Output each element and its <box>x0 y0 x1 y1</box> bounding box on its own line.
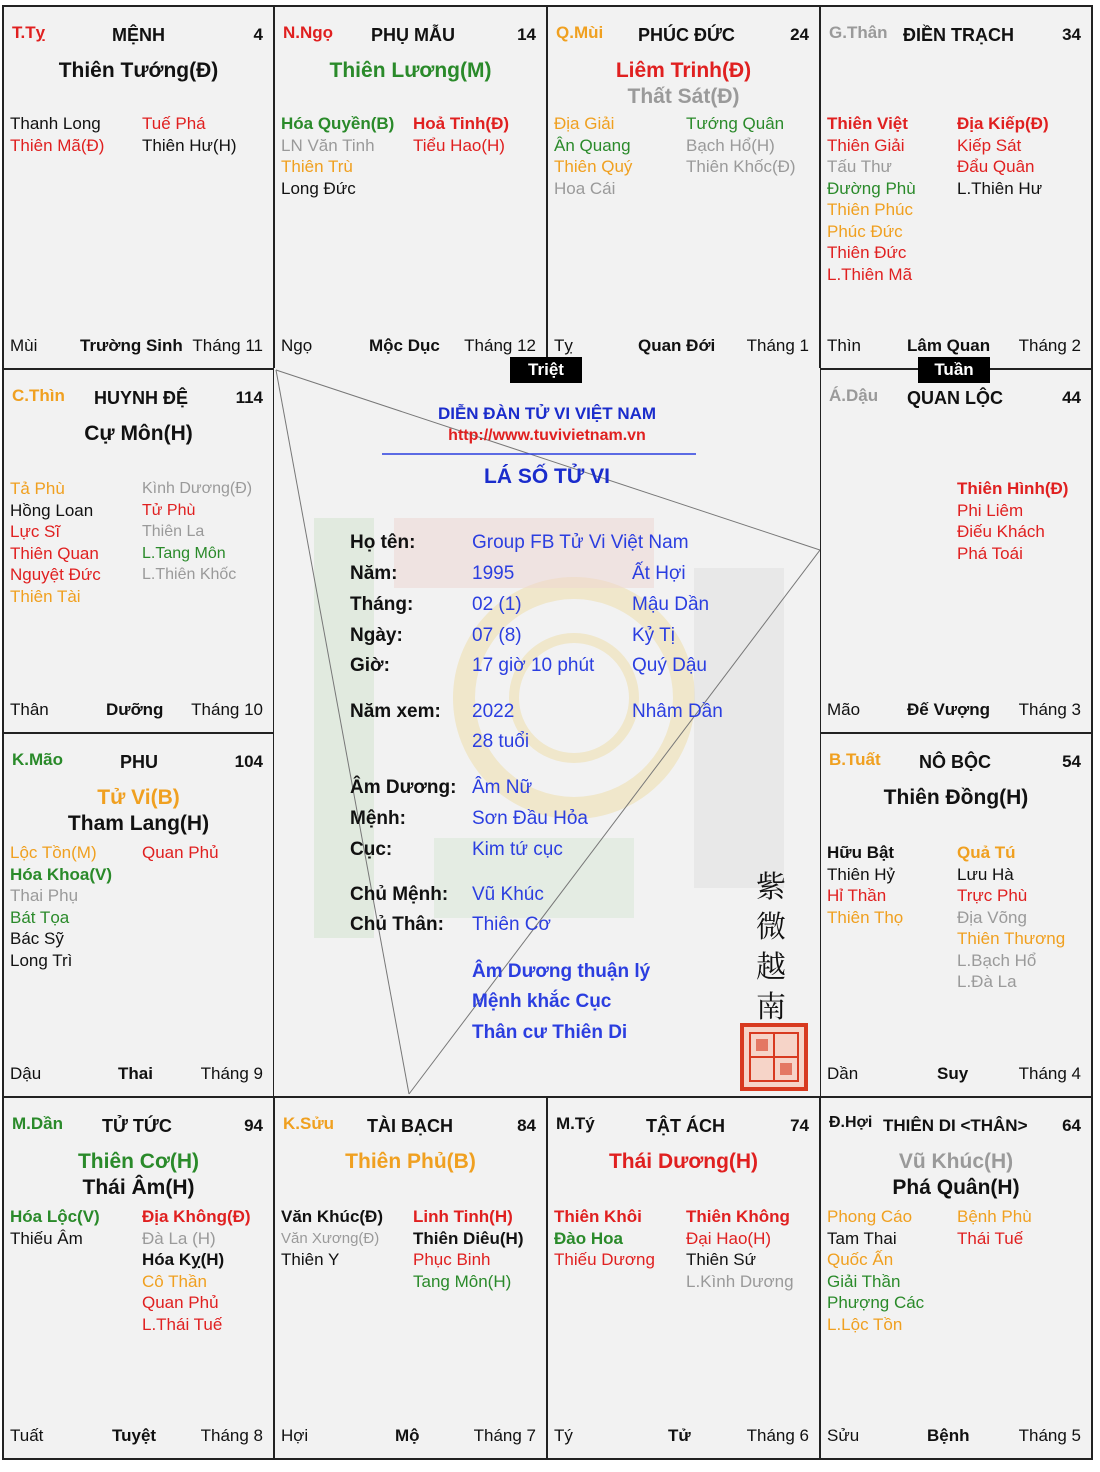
palace-name: TẬT ÁCH <box>646 1116 725 1136</box>
star: Thiên Tài <box>10 586 81 606</box>
chinese-char: 越 <box>756 950 786 985</box>
chinese-char: 南 <box>756 990 786 1025</box>
star: Thiếu Âm <box>10 1228 83 1248</box>
star: Kiếp Sát <box>957 135 1022 155</box>
branch-label: Dần <box>827 1064 859 1083</box>
star: Đào Hoa <box>554 1228 623 1248</box>
branch-label: Tỵ <box>554 336 573 355</box>
stage-label: Đế Vượng <box>907 700 990 719</box>
branch-label: Thân <box>10 700 49 719</box>
value-month: 02 (1) <box>472 594 522 615</box>
star: L.Thái Tuế <box>142 1314 223 1334</box>
label-view-year: Năm xem: <box>350 701 441 722</box>
branch-label: Ngọ <box>281 336 313 355</box>
month-label: Tháng 6 <box>746 1426 809 1445</box>
star: Thiên Hỷ <box>827 864 896 884</box>
month-label: Tháng 1 <box>746 336 809 355</box>
star: Văn Xương(Đ) <box>281 1229 380 1247</box>
star-list-right <box>957 1206 1032 1249</box>
stage-label: Quan Đới <box>638 336 716 355</box>
star: Giải Thần <box>827 1271 901 1291</box>
palace-tai-bach <box>273 1096 548 1460</box>
branch-label: Tý <box>554 1426 573 1445</box>
palace-phuc-duc <box>546 5 821 370</box>
star: Địa Giải <box>554 114 615 133</box>
major-star-2: Thái Âm(H) <box>82 1176 195 1199</box>
star-list-right <box>957 842 1065 993</box>
forum-name: DIỄN ĐÀN TỬ VI VIỆT NAM <box>437 404 657 423</box>
star-list-left <box>10 1206 100 1249</box>
palace-number: 114 <box>235 388 263 407</box>
star-list-right <box>142 478 252 586</box>
star: L.Bạch Hổ <box>957 950 1037 970</box>
star: Thiên Mã(Đ) <box>10 135 105 155</box>
value-day-canchi: Kỷ Tị <box>632 625 675 646</box>
branch-label: Mão <box>827 700 861 719</box>
palace-name: PHU <box>120 752 159 772</box>
major-star: Thiên Cơ(H) <box>77 1150 200 1173</box>
star: Hóa Quyền(B) <box>281 114 395 133</box>
star: Linh Tinh(H) <box>413 1207 513 1226</box>
star: Phượng Các <box>827 1293 925 1312</box>
star: Thiên Thương <box>957 929 1066 948</box>
star-list-left <box>827 1206 924 1335</box>
star: Trực Phù <box>957 886 1028 905</box>
value-chu-menh: Vũ Khúc <box>472 884 544 905</box>
star: Thiên Sứ <box>686 1250 756 1269</box>
star: Tướng Quân <box>686 114 785 133</box>
can-chi-label: M.Dần <box>12 1114 63 1133</box>
branch-label: Tuất <box>10 1426 44 1445</box>
palace-name: TÀI BẠCH <box>367 1116 453 1136</box>
star: Quốc Ấn <box>827 1250 894 1269</box>
palace-number: 84 <box>517 1116 536 1135</box>
star-list-right <box>413 113 509 156</box>
palace-number: 4 <box>253 25 263 44</box>
can-chi-label: G.Thân <box>829 23 888 42</box>
star: Hóa Kỵ(H) <box>142 1250 225 1269</box>
label-month: Tháng: <box>350 594 414 615</box>
palace-name: PHÚC ĐỨC <box>638 25 735 45</box>
chinese-char: 微 <box>756 910 786 945</box>
star: L.Đà La <box>957 972 1017 991</box>
red-seal-stamp <box>740 1023 808 1091</box>
star: Tiểu Hao(H) <box>413 135 505 155</box>
palace-tat-ach <box>546 1096 821 1460</box>
star: Hỉ Thần <box>827 886 887 905</box>
star: Đà La (H) <box>142 1228 216 1248</box>
stage-label: Mộ <box>395 1426 420 1445</box>
branch-label: Mùi <box>10 336 38 355</box>
star: Hóa Lộc(V) <box>10 1207 100 1226</box>
star: Thiên Trù <box>281 157 353 176</box>
palace-dien-trach <box>819 5 1093 370</box>
star-list-left <box>10 478 101 607</box>
palace-number: 94 <box>244 1116 263 1135</box>
star: Tam Thai <box>827 1228 897 1248</box>
stage-label: Thai <box>118 1064 153 1083</box>
star: Ân Quang <box>554 135 631 155</box>
can-chi-label: M.Tý <box>556 1114 595 1133</box>
star: Thiên Diêu(H) <box>413 1228 524 1248</box>
major-star-2: Thất Sát(Đ) <box>627 85 740 108</box>
star-list-right <box>957 113 1049 199</box>
label-year: Năm: <box>350 563 398 584</box>
star: Phá Toái <box>957 543 1023 563</box>
month-label: Tháng 4 <box>1018 1064 1081 1083</box>
star: Thiên Quan <box>10 543 99 563</box>
triet-marker: Triệt <box>510 357 582 383</box>
palace-name: PHỤ MẪU <box>371 25 455 45</box>
label-name: Họ tên: <box>350 532 416 553</box>
star: L.Thiên Hư <box>957 178 1043 198</box>
major-star: Liêm Trinh(Đ) <box>615 59 752 82</box>
month-label: Tháng 5 <box>1018 1426 1081 1445</box>
star: Thiên Khốc(Đ) <box>686 157 796 176</box>
branch-label: Thìn <box>827 336 862 355</box>
stage-label: Trường Sinh <box>80 336 183 355</box>
star: Thiên Khôi <box>554 1207 642 1226</box>
palace-name: HUYNH ĐỆ <box>94 388 189 408</box>
star: Quả Tú <box>957 843 1016 862</box>
label-chu-than: Chủ Thân: <box>350 914 444 935</box>
star: Kình Dương(Đ) <box>142 480 253 497</box>
star: Bác Sỹ <box>10 929 64 948</box>
chart-title: LÁ SỐ TỬ VI <box>484 465 610 488</box>
star: L.Tang Môn <box>142 544 226 562</box>
star: Phục Binh <box>413 1250 491 1269</box>
star: L.Thiên Khốc <box>142 566 237 583</box>
star-list-right <box>413 1206 524 1292</box>
major-star: Thiên Đồng(H) <box>883 786 1029 809</box>
star: Thiên Hư(H) <box>142 135 237 155</box>
value-year-canchi: Ất Hợi <box>632 563 686 584</box>
tu-vi-chart <box>2 5 1093 1460</box>
label-hour: Giờ: <box>350 655 390 676</box>
star: Phong Cáo <box>827 1207 913 1226</box>
star: Hóa Khoa(V) <box>10 864 112 884</box>
major-star-2: Phá Quân(H) <box>892 1176 1020 1199</box>
palace-menh <box>2 5 275 370</box>
star: Đường Phù <box>827 178 916 198</box>
major-star: Thiên Tướng(Đ) <box>58 59 219 82</box>
palace-number: 14 <box>517 25 536 44</box>
palace-number: 104 <box>234 752 263 771</box>
palace-no-boc <box>819 732 1093 1098</box>
star: L.Kình Dương <box>686 1271 794 1291</box>
major-star: Thiên Lương(M) <box>329 59 492 82</box>
branch-label: Hợi <box>281 1426 309 1445</box>
month-label: Tháng 3 <box>1018 700 1081 719</box>
star: Bệnh Phù <box>957 1207 1032 1226</box>
star: Lộc Tồn(M) <box>10 843 97 862</box>
palace-tu-tuc <box>2 1096 275 1460</box>
star-list-right <box>686 113 796 178</box>
forum-url[interactable]: http://www.tuvivietnam.vn <box>448 427 646 444</box>
value-year: 1995 <box>472 563 515 584</box>
can-chi-label: T.Tỵ <box>12 23 46 42</box>
value-view-year-canchi: Nhâm Dần <box>632 701 723 722</box>
palace-thien-di <box>819 1096 1093 1460</box>
can-chi-label: N.Ngọ <box>283 23 334 42</box>
star: Phi Liêm <box>957 500 1024 520</box>
star-list-right <box>957 478 1068 564</box>
branch-label: Sửu <box>827 1426 860 1445</box>
star-list-left <box>827 842 903 928</box>
chinese-char: 紫 <box>756 870 786 905</box>
star: LN Văn Tinh <box>281 135 375 155</box>
star: Đại Hao(H) <box>686 1228 772 1248</box>
star: Văn Khúc(Đ) <box>281 1207 383 1226</box>
value-age: 28 tuổi <box>472 731 530 752</box>
palace-number: 54 <box>1062 752 1081 771</box>
star-list-left <box>10 113 104 156</box>
can-chi-label: Q.Mùi <box>556 23 604 42</box>
star: Lưu Hà <box>957 864 1014 884</box>
can-chi-label: K.Mão <box>12 750 63 769</box>
star-list-left <box>10 842 112 971</box>
stage-label: Dưỡng <box>106 700 164 719</box>
star-list-left <box>281 1206 383 1271</box>
note-line: Mệnh khắc Cục <box>472 991 612 1012</box>
star: Thiên Phúc <box>827 200 913 219</box>
stage-label: Tử <box>668 1426 691 1445</box>
star: Thiên Y <box>281 1250 340 1269</box>
star: L.Thiên Mã <box>827 264 913 284</box>
value-day: 07 (8) <box>472 625 522 646</box>
value-chu-than: Thiên Cơ <box>472 914 551 935</box>
star: Thiên Thọ <box>827 907 904 927</box>
can-chi-label: B.Tuất <box>829 750 881 769</box>
star-list-left <box>554 113 632 199</box>
star: L.Lộc Tồn <box>827 1314 903 1334</box>
star: Lực Sĩ <box>10 522 61 541</box>
star: Bạch Hổ(H) <box>686 135 775 155</box>
palace-number: 34 <box>1062 25 1081 44</box>
label-am-duong: Âm Dương: <box>350 777 457 798</box>
stage-label: Mộc Dục <box>369 336 440 355</box>
note-line: Thân cư Thiên Di <box>472 1022 628 1043</box>
major-star-2: Tham Lang(H) <box>67 812 210 835</box>
stage-label: Tuyệt <box>112 1426 157 1445</box>
star: Long Đức <box>281 178 356 198</box>
star: Nguyệt Đức <box>10 565 101 584</box>
can-chi-label: Đ.Hợi <box>829 1114 873 1131</box>
value-cuc: Kim tứ cục <box>472 839 563 860</box>
star: Thanh Long <box>10 114 101 133</box>
palace-name: THIÊN DI <THÂN> <box>883 1116 1028 1135</box>
star: Cô Thần <box>142 1271 207 1291</box>
value-menh: Sơn Đầu Hỏa <box>472 808 588 829</box>
branch-label: Dậu <box>10 1064 42 1083</box>
star-list-right <box>142 1206 251 1335</box>
month-label: Tháng 2 <box>1018 336 1081 355</box>
star: Điếu Khách <box>957 522 1045 541</box>
star: Tuế Phá <box>142 114 206 133</box>
palace-number: 24 <box>790 25 809 44</box>
star-list-right <box>142 842 219 864</box>
star: Thái Tuế <box>957 1228 1024 1248</box>
star: Địa Võng <box>957 907 1027 927</box>
palace-name: ĐIỀN TRẠCH <box>903 25 1014 45</box>
label-chu-menh: Chủ Mệnh: <box>350 884 449 905</box>
label-menh: Mệnh: <box>350 808 406 829</box>
major-star: Thiên Phủ(B) <box>345 1150 476 1173</box>
star: Quan Phủ <box>142 1293 219 1312</box>
center-info-panel <box>274 368 820 1096</box>
palace-number: 44 <box>1062 388 1081 407</box>
month-label: Tháng 12 <box>464 336 536 355</box>
stage-label: Lâm Quan <box>907 336 991 355</box>
star-list-left <box>281 113 394 199</box>
star: Thai Phụ <box>10 886 79 905</box>
major-star: Tử Vi(B) <box>97 786 180 809</box>
star: Thiên Việt <box>827 114 908 133</box>
can-chi-label: C.Thìn <box>12 386 65 405</box>
star: Địa Không(Đ) <box>142 1207 251 1226</box>
value-am-duong: Âm Nữ <box>472 777 533 798</box>
star: Địa Kiếp(Đ) <box>957 114 1049 133</box>
star: Tấu Thư <box>827 157 892 176</box>
major-star: Cự Môn(H) <box>84 422 193 445</box>
month-label: Tháng 11 <box>192 336 263 355</box>
star-list-left <box>554 1206 655 1271</box>
palace-huynh-de <box>2 368 275 734</box>
star: Thiên Hình(Đ) <box>957 479 1069 498</box>
palace-name: MỆNH <box>112 25 165 45</box>
star: Thiên Quý <box>554 157 633 176</box>
star: Bát Tọa <box>10 907 70 927</box>
palace-name: TỬ TỨC <box>102 1116 172 1136</box>
value-hour-canchi: Quý Dậu <box>632 655 707 676</box>
star: Hoả Tinh(Đ) <box>413 114 510 133</box>
can-chi-label: Á.Dậu <box>829 386 879 405</box>
star: Long Trì <box>10 950 73 970</box>
palace-number: 74 <box>790 1116 809 1135</box>
star: Phúc Đức <box>827 221 903 241</box>
stage-label: Bệnh <box>927 1426 970 1445</box>
star: Thiên Không <box>686 1207 790 1226</box>
month-label: Tháng 9 <box>200 1064 263 1083</box>
star: Thiên Giải <box>827 135 905 155</box>
palace-number: 64 <box>1062 1116 1081 1135</box>
star: Thiếu Dương <box>554 1250 655 1269</box>
star: Thiên La <box>142 523 205 540</box>
star: Tử Phù <box>142 501 196 519</box>
star: Đẩu Quân <box>957 157 1035 176</box>
value-view-year: 2022 <box>472 701 515 722</box>
star-list-right <box>686 1206 794 1292</box>
major-star: Vũ Khúc(H) <box>898 1150 1014 1173</box>
value-month-canchi: Mậu Dần <box>632 594 710 615</box>
month-label: Tháng 10 <box>191 700 263 719</box>
star: Tang Môn(H) <box>413 1271 512 1291</box>
tuan-marker: Tuần <box>918 357 990 383</box>
star: Hoa Cái <box>554 178 616 198</box>
value-hour: 17 giờ 10 phút <box>472 655 595 676</box>
palace-quan-loc <box>819 368 1093 734</box>
star-list-right <box>142 113 237 156</box>
can-chi-label: K.Sửu <box>283 1114 335 1133</box>
stage-label: Suy <box>937 1064 969 1083</box>
month-label: Tháng 7 <box>473 1426 536 1445</box>
star: Quan Phủ <box>142 843 219 862</box>
palace-phu-mau <box>273 5 548 370</box>
major-star: Thái Dương(H) <box>608 1150 759 1173</box>
star-list-left <box>827 113 916 285</box>
star: Hữu Bật <box>827 843 895 862</box>
palace-name: QUAN LỘC <box>907 388 1003 408</box>
star: Thiên Đức <box>827 243 907 262</box>
value-name: Group FB Tử Vi Việt Nam <box>472 532 689 553</box>
palace-name: NÔ BỘC <box>919 752 991 772</box>
note-line: Âm Dương thuận lý <box>472 961 651 982</box>
star: Tả Phù <box>10 479 65 498</box>
label-day: Ngày: <box>350 625 403 646</box>
label-cuc: Cục: <box>350 839 393 860</box>
star: Hồng Loan <box>10 500 94 520</box>
month-label: Tháng 8 <box>200 1426 263 1445</box>
palace-phu <box>2 732 275 1098</box>
